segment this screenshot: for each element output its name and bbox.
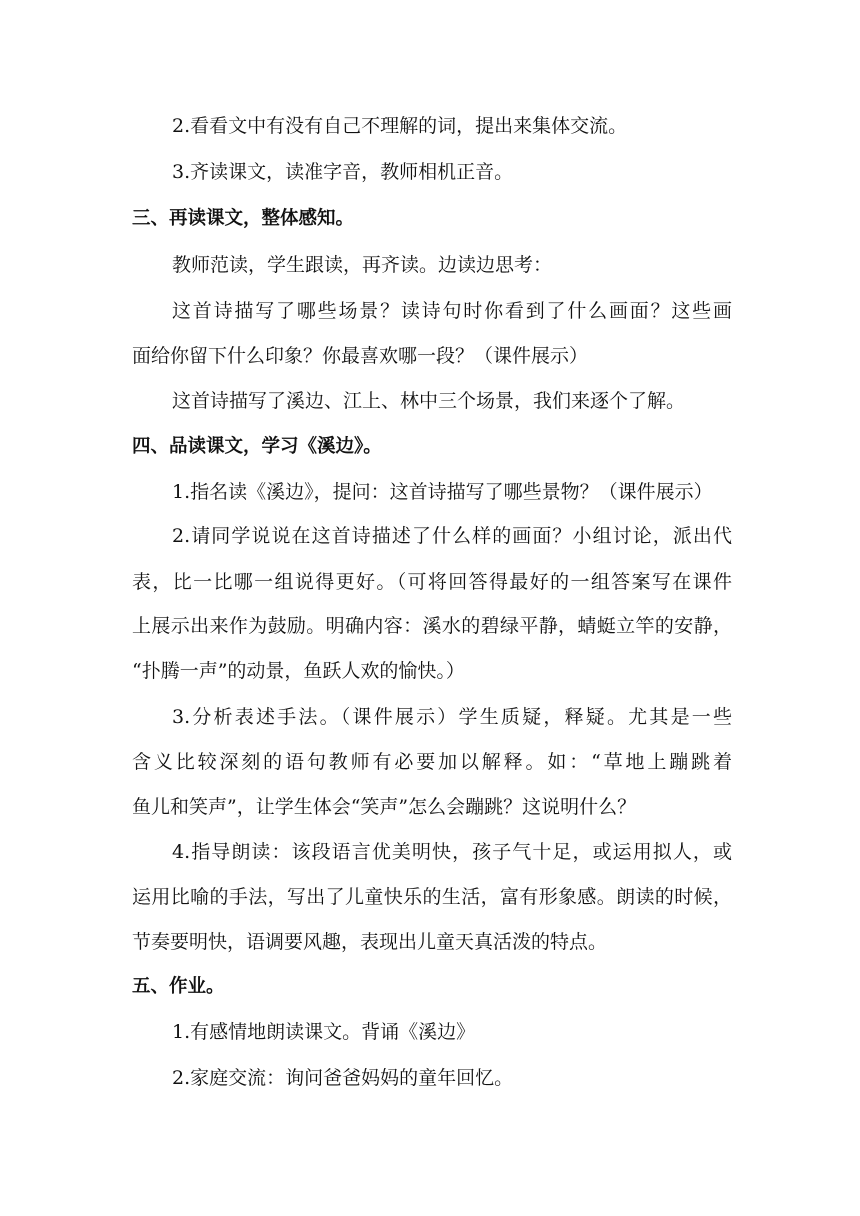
step-2-text: 2.请同学说说在这首诗描述了什么样的画面？小组讨论，派出代 bbox=[172, 525, 732, 547]
section-heading-5: 五、作业。 bbox=[132, 976, 225, 997]
step-3-text: 3.齐读课文，读准字音，教师相机正音。 bbox=[172, 161, 514, 183]
paragraph-text: 表，比一比哪一组说得更好。（可将回答得最好的一组答案写在课件 bbox=[132, 571, 732, 593]
paragraph-text: 含义比较深刻的语句教师有必要加以解释。如：“草地上蹦跳着 bbox=[132, 751, 732, 773]
paragraph-text: 上展示出来作为鼓励。明确内容：溪水的碧绿平静，蜻蜓立竿的安静， bbox=[132, 615, 732, 637]
section-heading-3: 三、再读课文，整体感知。 bbox=[132, 208, 355, 229]
paragraph-text: 这首诗描写了哪些场景？读诗句时你看到了什么画面？这些画 bbox=[172, 300, 732, 322]
paragraph-text: 节奏要明快，语调要风趣，表现出儿童天真活泼的特点。 bbox=[132, 931, 608, 953]
paragraph-text: “扑腾一声”的动景，鱼跃人欢的愉快。） bbox=[132, 660, 465, 682]
step-3-text: 3.分析表述手法。（课件展示）学生质疑，释疑。尤其是一些 bbox=[172, 706, 732, 728]
homework-2-text: 2.家庭交流：询问爸爸妈妈的童年回忆。 bbox=[172, 1067, 514, 1089]
step-4-text: 4.指导朗读：该段语言优美明快，孩子气十足，或运用拟人，或 bbox=[172, 841, 732, 863]
paragraph-text: 面给你留下什么印象？你最喜欢哪一段？（课件展示） bbox=[132, 345, 589, 367]
paragraph-text: 教师范读，学生跟读，再齐读。边读边思考： bbox=[172, 254, 553, 276]
section-heading-4: 四、品读课文，学习《溪边》。 bbox=[132, 436, 382, 457]
paragraph-text: 鱼儿和笑声”，让学生体会“笑声”怎么会蹦跳？这说明什么？ bbox=[132, 796, 637, 818]
paragraph-text: 运用比喻的手法，写出了儿童快乐的生活，富有形象感。朗读的时候， bbox=[132, 886, 732, 908]
homework-1-text: 1.有感情地朗读课文。背诵《溪边》 bbox=[172, 1021, 476, 1043]
step-1-text: 1.指名读《溪边》，提问：这首诗描写了哪些景物？（课件展示） bbox=[172, 481, 713, 503]
paragraph-text: 这首诗描写了溪边、江上、林中三个场景，我们来逐个了解。 bbox=[172, 390, 686, 412]
step-2-text: 2.看看文中有没有自己不理解的词，提出来集体交流。 bbox=[172, 115, 628, 137]
